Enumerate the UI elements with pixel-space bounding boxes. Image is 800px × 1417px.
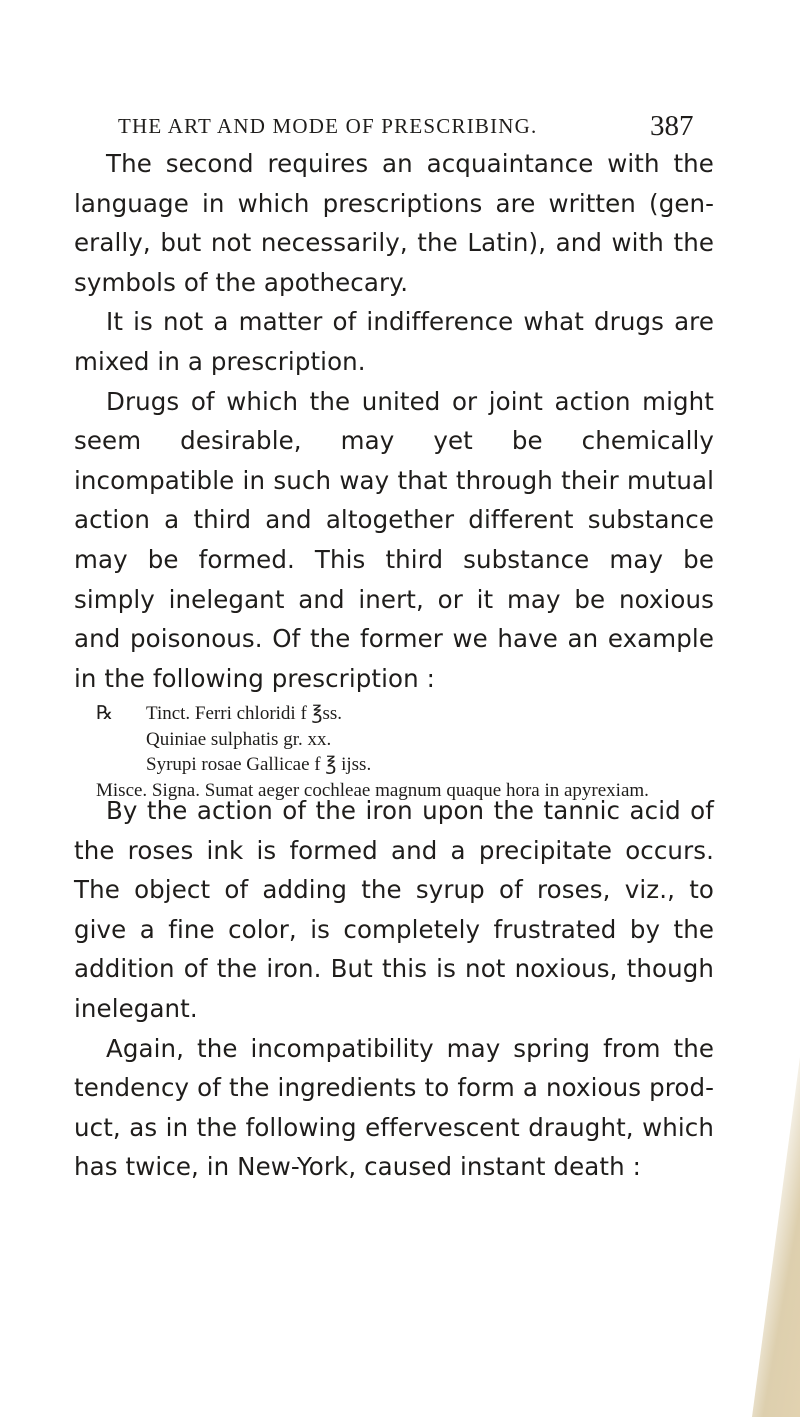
prescription-ingredient (74, 752, 714, 778)
prescription-directions: Misce. Signa. Sumat aeger cochleae magnum quaque hora in apyrexiam. (96, 779, 649, 801)
rx-symbol: ℞ (96, 703, 114, 724)
body-text-after (74, 791, 714, 1187)
page-number: 387 (650, 110, 694, 142)
paragraph: Again, the incompatibility may spring from the tendency of the ingredients to form a noxious product, as in the following effervescent draught, which has twice, in New-York, caused instant death : (74, 1033, 714, 1182)
ingredient-text: Syrupi rosae Gallicae f ℥ ijss. (146, 754, 372, 775)
prescription-ingredient (74, 701, 714, 727)
ingredient-text: Tinct. Ferri chloridi f ℥ss. (146, 703, 343, 724)
paragraph: The second requires an acquaintance with the language in which prescriptions are written (generally, but not necessarily, the Latin), and with the symbols of the apothecary. (74, 149, 714, 297)
paragraph: It is not a matter of indifference what drugs are mixed in a prescription. (74, 307, 714, 376)
running-title: THE ART AND MODE OF PRESCRIBING. (118, 114, 538, 138)
prescription (74, 701, 714, 803)
paragraph: By the action of the iron upon the tannic acid of the roses ink is formed and a precipitate occurs. The object of adding the syrup of roses, viz., to give a fine color, is completely frustrated by the addition of the iron. But this is not noxious, though inelegant. (74, 796, 714, 1023)
paragraph: Drugs of which the united or joint action might seem desirable, may yet be chemically incompatible in such way that through their mutual action a third and altogether different substance may be formed. This third substance may be simply inelegant and inert, or it may be noxious and poisonous. Of the former we have an example in the following prescription : (74, 386, 714, 693)
ingredient-text: Quiniae sulphatis gr. xx. (146, 728, 332, 750)
page-edge-shading (740, 1057, 800, 1417)
body-text-before (74, 144, 714, 698)
prescription-ingredient (74, 727, 714, 753)
